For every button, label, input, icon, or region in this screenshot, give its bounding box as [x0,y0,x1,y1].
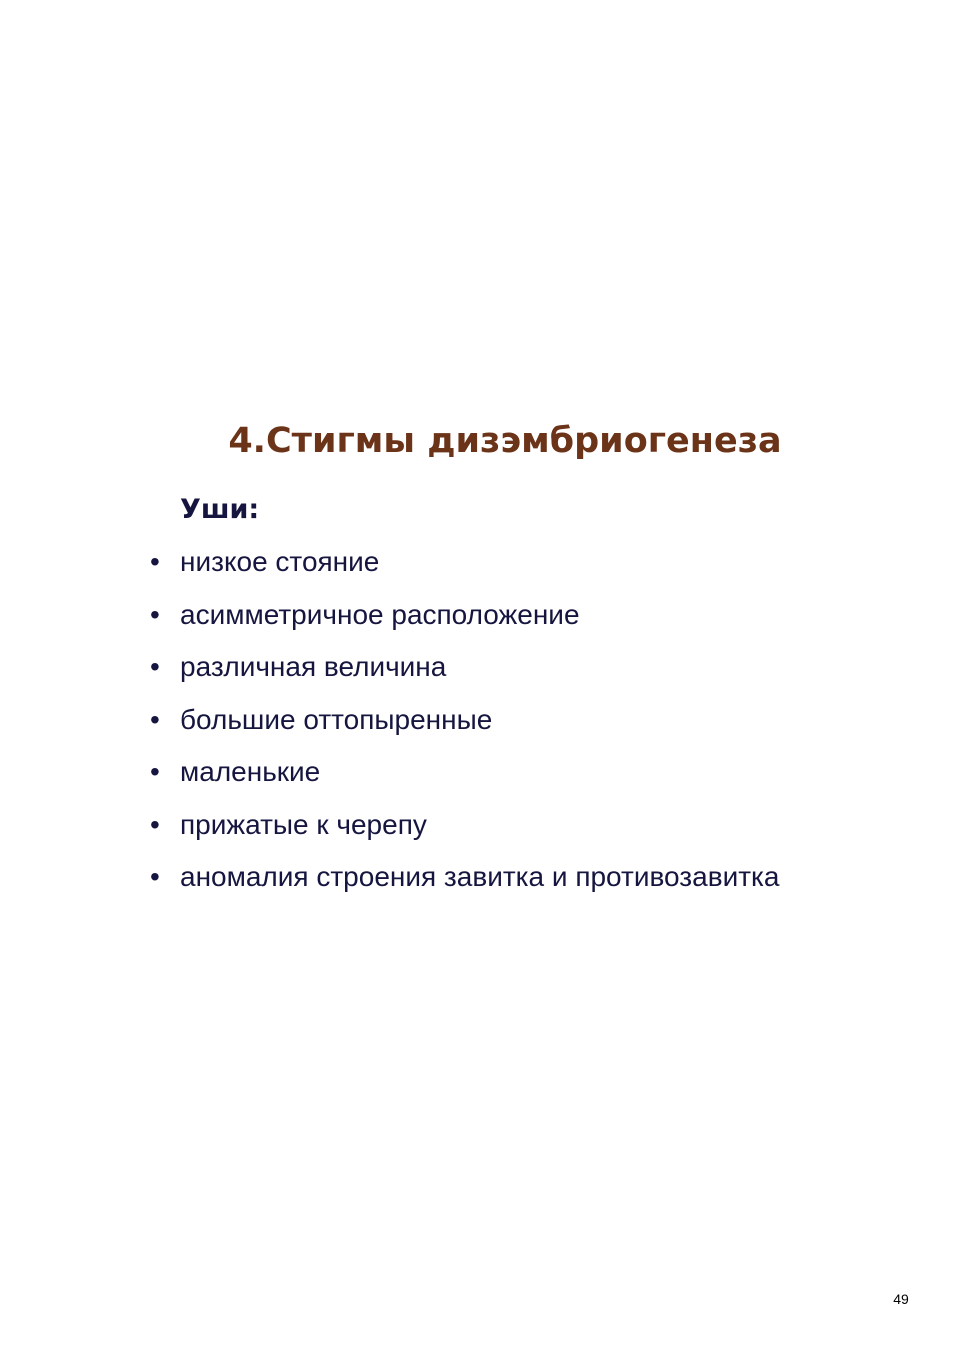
bullet-icon: • [150,756,160,787]
bullet-icon: • [150,598,160,630]
list-item [150,754,779,807]
section-heading: Уши: [180,494,260,525]
list-item-text: аномалия строения завитка и противозавитка [180,861,780,892]
slide-title: 4.Стигмы дизэмбриогенеза [228,421,782,461]
list-item [150,544,779,597]
list-item [150,807,779,860]
list-item [150,859,779,912]
page-number: 49 [893,1291,909,1307]
list-item-text: большие оттопыренные [180,703,493,735]
bullet-icon: • [150,651,160,682]
bullet-icon: • [150,861,160,892]
bullet-icon: • [150,808,160,840]
list-item-text: различная величина [180,651,447,682]
list-item [150,702,779,755]
bullet-icon: • [150,703,160,735]
bullet-icon: • [150,546,160,577]
list-item-text: низкое стояние [180,546,380,577]
list-item-text: прижатые к черепу [180,808,427,840]
list-item [150,597,779,650]
bullet-list [150,544,779,912]
list-item [150,649,779,702]
list-item-text: маленькие [180,756,321,787]
list-item-text: асимметричное расположение [180,598,580,630]
